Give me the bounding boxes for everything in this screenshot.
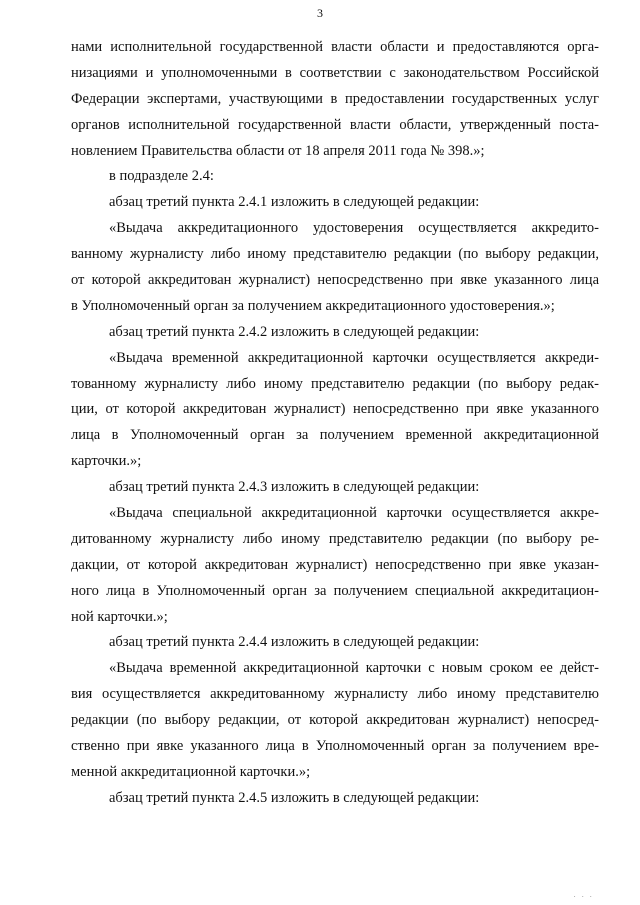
text-line: нами исполнительной государственной власти области и предоставляются орга- bbox=[71, 39, 599, 55]
text-line: редакции (по выбору редакции, от которой аккредитован журналист) непосред- bbox=[71, 712, 599, 729]
text-line: ванному журналисту либо иному представителю редакции (по выбору редакции, bbox=[71, 246, 599, 263]
text-line: абзац третий пункта 2.4.2 изложить в следующей редакции: bbox=[109, 323, 480, 340]
text-line: органов исполнительной государственной власти области, утвержденный поста- bbox=[71, 116, 599, 133]
text-line: ции, от которой аккредитован журналист) непосредственно при явке указанного bbox=[71, 401, 599, 418]
text-line: от которой аккредитован журналист) непосредственно при явке указанного лица bbox=[71, 272, 599, 289]
text-line: тованному журналисту либо иному представителю редакции (по выбору редак- bbox=[71, 375, 599, 392]
text-line: низациями и уполномоченными в соответствии с законодательством Российской bbox=[71, 64, 599, 81]
text-line: карточки.»; bbox=[71, 453, 142, 470]
text-line: ного лица в Уполномоченный орган за получением специальной аккредитацион- bbox=[71, 582, 599, 599]
text-line: «Выдача временной аккредитационной карточки осуществляется аккреди- bbox=[109, 349, 599, 366]
text-line: абзац третий пункта 2.4.3 изложить в следующей редакции: bbox=[109, 479, 480, 496]
text-line: «Выдача специальной аккредитационной карточки осуществляется аккре- bbox=[109, 505, 599, 522]
document-body bbox=[71, 35, 599, 812]
text-line: абзац третий пункта 2.4.1 изложить в следующей редакции: bbox=[109, 194, 480, 211]
text-line: абзац третий пункта 2.4.4 изложить в следующей редакции: bbox=[109, 634, 480, 651]
text-line: «Выдача временной аккредитационной карточки с новым сроком ее дейст- bbox=[109, 660, 599, 677]
page-number: 3 bbox=[317, 6, 323, 20]
text-line: дитованному журналисту либо иному представителю редакции (по выбору ре- bbox=[71, 530, 599, 547]
text-line: Федерации экспертами, участвующими в предоставлении государственных услуг bbox=[71, 90, 599, 107]
text-line: в подразделе 2.4: bbox=[109, 168, 214, 185]
scan-mark: · · · bbox=[573, 893, 594, 901]
text-line: ственно при явке указанного лица в Уполномоченный орган за получением вре- bbox=[71, 738, 599, 755]
text-line: вия осуществляется аккредитованному журналисту либо иному представителю bbox=[71, 686, 599, 703]
text-line: лица в Уполномоченный орган за получением временной аккредитационной bbox=[71, 427, 599, 444]
text-line: абзац третий пункта 2.4.5 изложить в следующей редакции: bbox=[109, 789, 480, 806]
text-line: в Уполномоченный орган за получением аккредитационного удостоверения.»; bbox=[71, 297, 555, 314]
text-line: дакции, от которой аккредитован журналист) непосредственно при явке указан- bbox=[71, 556, 599, 573]
text-line: новлением Правительства области от 18 апреля 2011 года № 398.»; bbox=[71, 142, 485, 159]
text-line: менной аккредитационной карточки.»; bbox=[71, 763, 311, 780]
text-line: «Выдача аккредитационного удостоверения осуществляется аккредито- bbox=[109, 220, 599, 237]
text-line: ной карточки.»; bbox=[71, 608, 168, 625]
